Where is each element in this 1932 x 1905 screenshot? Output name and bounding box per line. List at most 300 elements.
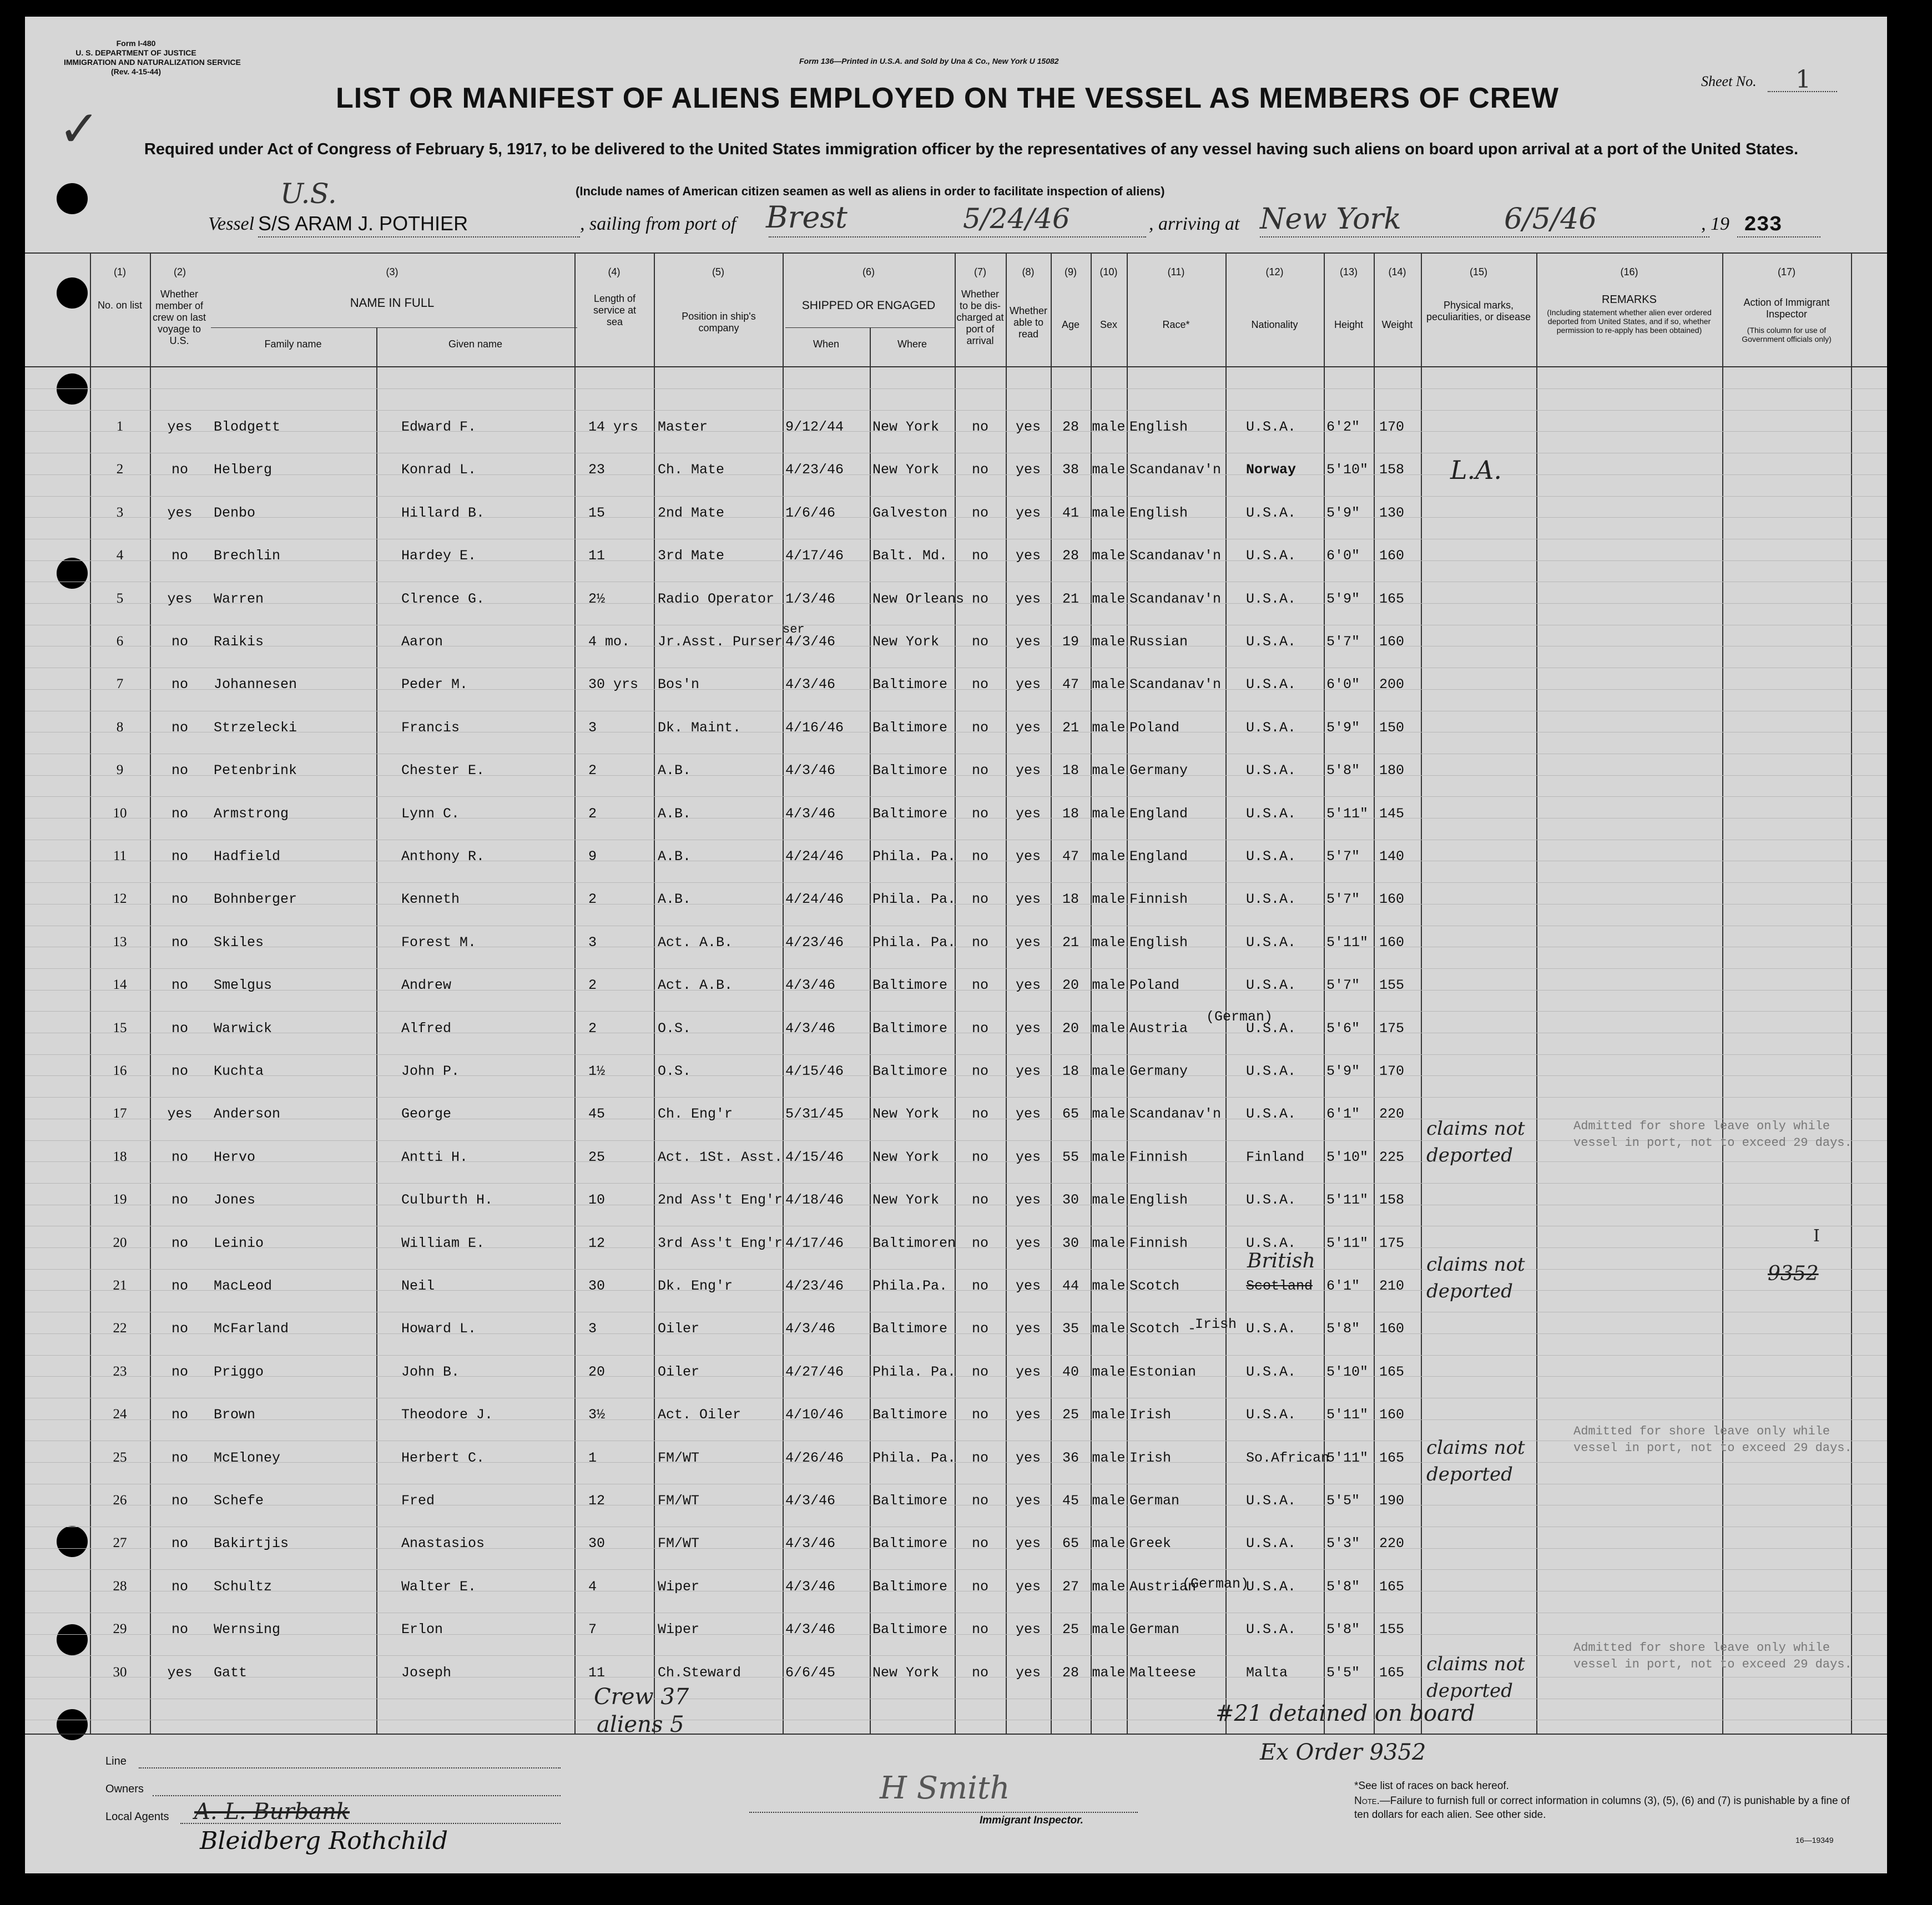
cell-given: Kenneth [401, 891, 460, 907]
cell-when: 4/24/46 [785, 891, 844, 907]
cell-age: 30 [1062, 1192, 1079, 1208]
header-weight: Weight [1381, 319, 1413, 330]
vessel-line [258, 236, 580, 238]
cell-given: Andrew [401, 977, 452, 993]
ruled-line [25, 968, 1887, 969]
cell-position: Wiper [658, 1579, 700, 1595]
cell-nat: Norway [1246, 462, 1297, 478]
cell-last: yes [167, 1665, 193, 1681]
remark-row30: Admitted for shore leave only while vessel in port, not to exceed 29 days. [1573, 1641, 1852, 1671]
action-mark: I [1813, 1226, 1820, 1246]
cell-last: no [171, 1579, 188, 1595]
cell-family: Petenbrink [214, 762, 297, 779]
cell-height: 5'8" [1326, 1621, 1360, 1638]
cell-disch: no [971, 1621, 988, 1638]
cell-age: 35 [1062, 1321, 1079, 1337]
cell-position: 3rd Mate [658, 548, 725, 564]
cell-race: Scotch - [1129, 1321, 1197, 1337]
cell-race: Scandanav'n [1129, 1106, 1222, 1122]
cell-where: Galveston [872, 505, 948, 521]
table-row [25, 1020, 1887, 1054]
cell-nat: U.S.A. [1246, 591, 1297, 607]
cell-where: Baltimore [872, 1063, 948, 1079]
cell-read: yes [1015, 806, 1041, 822]
cell-family: Hadfield [214, 848, 281, 865]
cell-sex: male [1092, 891, 1126, 907]
cell-when: 4/15/46 [785, 1149, 844, 1165]
cell-family: Hervo [214, 1149, 256, 1165]
cell-disch: no [971, 591, 988, 607]
failure-note [1354, 1794, 1859, 1822]
cell-no: 12 [113, 891, 127, 906]
cell-family: McFarland [214, 1321, 289, 1337]
cell-race: Finnish [1129, 891, 1188, 907]
ruled-line [25, 1269, 1887, 1270]
cell-race: Scotch [1129, 1278, 1180, 1294]
cell-read: yes [1015, 505, 1041, 521]
cell-service: 12 [588, 1493, 606, 1509]
cell-disch: no [971, 1106, 988, 1122]
cell-when: 4/3/46 [785, 1321, 836, 1337]
cell-last: no [171, 676, 188, 693]
cell-nat: U.S.A. [1246, 676, 1297, 693]
page-title: LIST OR MANIFEST OF ALIENS EMPLOYED ON THE VESSEL AS MEMBERS OF CREW [336, 82, 1559, 114]
cell-race: Estonian [1129, 1364, 1197, 1380]
table-row [25, 1579, 1887, 1612]
col-num-10: (10) [1099, 266, 1118, 277]
cell-given: Anastasios [401, 1535, 485, 1552]
cell-race: Scandanav'n [1129, 462, 1222, 478]
ruled-line [25, 410, 1887, 411]
cell-where: New Orleans [872, 591, 965, 607]
cell-given: George [401, 1106, 452, 1122]
cell-weight: 160 [1379, 548, 1405, 564]
cell-last: no [171, 1235, 188, 1251]
cell-last: no [171, 1450, 188, 1466]
cell-nat: U.S.A. [1246, 720, 1297, 736]
cell-where: New York [872, 1665, 940, 1681]
cell-age: 41 [1062, 505, 1079, 521]
cell-no: 25 [113, 1450, 127, 1465]
cell-read: yes [1015, 1106, 1041, 1122]
cell-service: 30 [588, 1278, 606, 1294]
cell-read: yes [1015, 591, 1041, 607]
cell-race: Irish [1129, 1450, 1172, 1466]
cell-sex: male [1092, 1621, 1126, 1638]
arriving-port: New York [1260, 203, 1401, 236]
cell-position: Oiler [658, 1321, 700, 1337]
header-when: When [813, 338, 840, 350]
cell-family: Anderson [214, 1106, 281, 1122]
cell-race: Scandanav'n [1129, 676, 1222, 693]
cell-when: 4/23/46 [785, 1278, 844, 1294]
cell-family: Wernsing [214, 1621, 281, 1638]
cell-last: no [171, 462, 188, 478]
cell-weight: 225 [1379, 1149, 1405, 1165]
cell-age: 21 [1062, 934, 1079, 951]
cell-disch: no [971, 1535, 988, 1552]
cell-service: 25 [588, 1149, 606, 1165]
cell-sex: male [1092, 1321, 1126, 1337]
cell-race: German [1129, 1493, 1180, 1509]
cell-weight: 165 [1379, 1579, 1405, 1595]
cell-read: yes [1015, 762, 1041, 779]
aliens-count: aliens 5 [597, 1712, 684, 1737]
ruled-line [25, 882, 1887, 883]
cell-position: Act. A.B. [658, 977, 733, 993]
cell-sex: male [1092, 548, 1126, 564]
cell-where: Baltimore [872, 720, 948, 736]
cell-height: 5'9" [1326, 591, 1360, 607]
table-top-border [25, 252, 1887, 254]
cell-service: 2 [588, 1020, 597, 1037]
cell-service: 4 mo. [588, 634, 630, 650]
cell-read: yes [1015, 634, 1041, 650]
header-race: Race* [1162, 319, 1190, 330]
cell-given: Herbert C. [401, 1450, 485, 1466]
cell-race: English [1129, 1192, 1188, 1208]
cell-no: 22 [113, 1321, 127, 1336]
cell-height: 5'11" [1326, 934, 1369, 951]
cell-family: Denbo [214, 505, 256, 521]
cell-disch: no [971, 1149, 988, 1165]
cell-weight: 155 [1379, 977, 1405, 993]
cell-sex: male [1092, 977, 1126, 993]
cell-when: 4/15/46 [785, 1063, 844, 1079]
cell-when: 4/24/46 [785, 848, 844, 865]
print-code: 16—19349 [1795, 1836, 1834, 1845]
cell-disch: no [971, 977, 988, 993]
row2-initials: L.A. [1450, 455, 1502, 485]
cell-height: 5'7" [1326, 634, 1360, 650]
cell-height: 5'11" [1326, 1407, 1369, 1423]
cell-sex: male [1092, 1665, 1126, 1681]
vessel-label: Vessel [208, 214, 255, 234]
cell-nat: U.S.A. [1246, 934, 1297, 951]
cell-disch: no [971, 634, 988, 650]
cell-disch: no [971, 848, 988, 865]
cell-nat: U.S.A. [1246, 634, 1297, 650]
cell-disch: no [971, 1063, 988, 1079]
table-row [25, 1535, 1887, 1569]
name-subheader-line [211, 327, 577, 328]
cell-read: yes [1015, 891, 1041, 907]
cell-service: 2 [588, 891, 597, 907]
cell-age: 18 [1062, 1063, 1079, 1079]
cell-position: O.S. [658, 1020, 692, 1037]
col-num-7: (7) [974, 266, 986, 277]
header-no-on-list: No. on list [97, 300, 143, 311]
year-label: , 19 [1701, 214, 1729, 234]
cell-no: 13 [113, 934, 127, 949]
cell-no: 8 [116, 720, 124, 735]
cell-nat: U.S.A. [1246, 1535, 1297, 1552]
cell-family: Kuchta [214, 1063, 264, 1079]
cell-where: Baltimore [872, 1321, 948, 1337]
punch-hole [57, 183, 88, 214]
cell-nat: U.S.A. [1246, 1321, 1297, 1337]
cell-weight: 170 [1379, 1063, 1405, 1079]
cell-service: 3 [588, 934, 597, 951]
cell-position: Act. Oiler [658, 1407, 741, 1423]
cell-race: Germany [1129, 762, 1188, 779]
cell-weight: 145 [1379, 806, 1405, 822]
cell-service: 23 [588, 462, 606, 478]
cell-disch: no [971, 419, 988, 435]
cell-service: 30 yrs [588, 676, 639, 693]
cell-no: 24 [113, 1407, 127, 1422]
cell-nat: Finland [1246, 1149, 1305, 1165]
arriving-label: , arriving at [1149, 214, 1240, 234]
cell-last: no [171, 934, 188, 951]
cell-weight: 160 [1379, 891, 1405, 907]
cell-age: 44 [1062, 1278, 1079, 1294]
cell-where: Phila. Pa. [872, 848, 956, 865]
cell-when: 4/3/46 [785, 1621, 836, 1638]
cell-weight: 160 [1379, 634, 1405, 650]
cell-where: Balt. Md. [872, 548, 948, 564]
cell-nat: Scotland [1246, 1278, 1313, 1294]
vessel-prefix: U.S. [280, 178, 337, 210]
cell-position: FM/WT [658, 1493, 700, 1509]
cell-position: A.B. [658, 762, 692, 779]
cell-last: no [171, 977, 188, 993]
table-row [25, 505, 1887, 538]
cell-family: Priggo [214, 1364, 264, 1380]
cell-given: Hardey E. [401, 548, 477, 564]
cell-height: 6'0" [1326, 676, 1360, 693]
table-row [25, 1493, 1887, 1526]
cell-sex: male [1092, 1063, 1126, 1079]
header-name-in-full: NAME IN FULL [350, 296, 435, 310]
cell-where: Baltimore [872, 1621, 948, 1638]
cell-position: Dk. Maint. [658, 720, 741, 736]
cell-position: Ch. Eng'r [658, 1106, 733, 1122]
cell-weight: 160 [1379, 934, 1405, 951]
cell-position: Act. A.B. [658, 934, 733, 951]
cell-nat: U.S.A. [1246, 548, 1297, 564]
cell-family: MacLeod [214, 1278, 273, 1294]
col-num-6: (6) [862, 266, 875, 277]
cell-race: Russian [1129, 634, 1188, 650]
cell-last: no [171, 634, 188, 650]
cell-service: 2 [588, 806, 597, 822]
cell-sex: male [1092, 462, 1126, 478]
cell-when: 4/10/46 [785, 1407, 844, 1423]
cell-read: yes [1015, 1665, 1041, 1681]
cell-given: Howard L. [401, 1321, 477, 1337]
cell-weight: 175 [1379, 1020, 1405, 1037]
cell-given: Erlon [401, 1621, 443, 1638]
cell-weight: 155 [1379, 1621, 1405, 1638]
cell-read: yes [1015, 1579, 1041, 1595]
agent-struck: A. L. Burbank [194, 1799, 350, 1825]
cell-when: 4/27/46 [785, 1364, 844, 1380]
cell-nat: U.S.A. [1246, 1364, 1297, 1380]
cell-sex: male [1092, 1493, 1126, 1509]
cell-service: 10 [588, 1192, 606, 1208]
row21-british: British [1247, 1250, 1315, 1272]
cell-service: 20 [588, 1364, 606, 1380]
ruled-line [25, 1011, 1887, 1012]
cell-family: Helberg [214, 462, 273, 478]
cell-given: Aaron [401, 634, 443, 650]
cell-race: Austrian [1129, 1579, 1197, 1595]
cell-height: 5'11" [1326, 806, 1369, 822]
header-remarks-sub: (Including statement whether alien ever ordered deported from United States, and if so, whether permission to re-apply has been obtained) [1547, 308, 1712, 335]
cell-height: 5'3" [1326, 1535, 1360, 1552]
cell-last: no [171, 1364, 188, 1380]
cell-height: 5'5" [1326, 1665, 1360, 1681]
cell-service: 14 yrs [588, 419, 639, 435]
cell-read: yes [1015, 462, 1041, 478]
cell-age: 40 [1062, 1364, 1079, 1380]
cell-nat: U.S.A. [1246, 848, 1297, 865]
cell-where: New York [872, 419, 940, 435]
cell-sex: male [1092, 1407, 1126, 1423]
cell-given: John P. [401, 1063, 460, 1079]
cell-sex: male [1092, 1020, 1126, 1037]
cell-where: Baltimore [872, 977, 948, 993]
cell-sex: male [1092, 591, 1126, 607]
cell-position: Act. 1St. Asst. [658, 1149, 783, 1165]
row6-ser: ser [783, 623, 805, 636]
cell-age: 20 [1062, 977, 1079, 993]
cell-where: Baltimore [872, 676, 948, 693]
cell-age: 65 [1062, 1106, 1079, 1122]
cell-where: Phila. Pa. [872, 1450, 956, 1466]
cell-no: 19 [113, 1192, 127, 1207]
cell-position: 2nd Mate [658, 505, 725, 521]
cell-disch: no [971, 1020, 988, 1037]
manifest-sheet [25, 17, 1887, 1873]
cell-weight: 165 [1379, 591, 1405, 607]
cell-sex: male [1092, 1278, 1126, 1294]
cell-age: 47 [1062, 848, 1079, 865]
cell-nat: U.S.A. [1246, 419, 1297, 435]
order-note: Ex Order 9352 [1260, 1740, 1426, 1765]
cell-family: Jones [214, 1192, 256, 1208]
cell-read: yes [1015, 419, 1041, 435]
cell-when: 5/31/45 [785, 1106, 844, 1122]
cell-no: 23 [113, 1364, 127, 1379]
cell-height: 6'0" [1326, 548, 1360, 564]
cell-no: 28 [113, 1579, 127, 1594]
cell-weight: 160 [1379, 1407, 1405, 1423]
cell-service: 12 [588, 1235, 606, 1251]
cell-position: 2nd Ass't Eng'r [658, 1192, 783, 1208]
cell-last: no [171, 848, 188, 865]
cell-last: no [171, 720, 188, 736]
cell-position: A.B. [658, 848, 692, 865]
header-member-last-voyage: Whether member of crew on last voyage to U.S. [152, 289, 206, 346]
races-note: *See list of races on back hereof. [1354, 1780, 1509, 1792]
cell-where: New York [872, 1192, 940, 1208]
cell-weight: 210 [1379, 1278, 1405, 1294]
cell-read: yes [1015, 977, 1041, 993]
cell-age: 27 [1062, 1579, 1079, 1595]
cell-where: Phila.Pa. [872, 1278, 948, 1294]
include-note: (Include names of American citizen seamen as well as aliens in order to facilitate inspection of aliens) [576, 184, 1165, 198]
cell-height: 5'11" [1326, 1235, 1369, 1251]
cell-given: Anthony R. [401, 848, 485, 865]
cell-when: 4/3/46 [785, 977, 836, 993]
cell-height: 6'2" [1326, 419, 1360, 435]
cell-race: England [1129, 848, 1188, 865]
ruled-line [25, 1097, 1887, 1098]
cell-last: no [171, 1020, 188, 1037]
punch-hole [57, 1709, 88, 1740]
form-identifier [64, 39, 241, 77]
cell-when: 9/12/44 [785, 419, 844, 435]
cell-height: 5'7" [1326, 891, 1360, 907]
sailing-port: Brest [766, 200, 848, 235]
cell-disch: no [971, 1321, 988, 1337]
cell-read: yes [1015, 1364, 1041, 1380]
cell-family: Smelgus [214, 977, 273, 993]
cell-read: yes [1015, 1493, 1041, 1509]
cell-position: Jr.Asst. Purser [658, 634, 783, 650]
cell-given: Lynn C. [401, 806, 460, 822]
cell-age: 45 [1062, 1493, 1079, 1509]
line-label: Line [105, 1755, 127, 1767]
cell-disch: no [971, 1493, 988, 1509]
ruled-line [25, 1183, 1887, 1184]
sailing-label: , sailing from port of [580, 214, 737, 234]
table-row [25, 1192, 1887, 1225]
cell-where: Baltimore [872, 1407, 948, 1423]
cell-last: no [171, 1278, 188, 1294]
cell-when: 4/17/46 [785, 548, 844, 564]
cell-last: no [171, 891, 188, 907]
sailing-date: 5/24/46 [963, 203, 1070, 235]
cell-no: 30 [113, 1665, 127, 1680]
form-service: IMMIGRATION AND NATURALIZATION SERVICE [64, 58, 241, 67]
col-num-14: (14) [1388, 266, 1406, 277]
cell-where: Baltimore [872, 1020, 948, 1037]
cell-read: yes [1015, 1535, 1041, 1552]
cell-when: 4/3/46 [785, 762, 836, 779]
cell-height: 5'9" [1326, 720, 1360, 736]
cell-service: 15 [588, 505, 606, 521]
ruled-line [25, 1054, 1887, 1055]
cell-given: Chester E. [401, 762, 485, 779]
cell-sex: male [1092, 1149, 1126, 1165]
cell-disch: no [971, 462, 988, 478]
cell-service: 45 [588, 1106, 606, 1122]
cell-given: John B. [401, 1364, 460, 1380]
cell-sex: male [1092, 419, 1126, 435]
cell-given: Clrence G. [401, 591, 485, 607]
cell-family: McEloney [214, 1450, 281, 1466]
cell-family: Bohnberger [214, 891, 297, 907]
cell-sex: male [1092, 676, 1126, 693]
cell-sex: male [1092, 1364, 1126, 1380]
cell-weight: 140 [1379, 848, 1405, 865]
row28-german: (German) [1182, 1576, 1249, 1592]
cell-race: Poland [1129, 720, 1180, 736]
cell-service: 4 [588, 1579, 597, 1595]
cell-family: Raikis [214, 634, 264, 650]
cell-where: New York [872, 1149, 940, 1165]
cell-disch: no [971, 1278, 988, 1294]
cell-age: 18 [1062, 891, 1079, 907]
cell-last: no [171, 1063, 188, 1079]
row22-irish: Irish [1195, 1316, 1237, 1332]
cell-where: Baltimore [872, 762, 948, 779]
table-row [25, 848, 1887, 882]
cell-read: yes [1015, 1621, 1041, 1638]
